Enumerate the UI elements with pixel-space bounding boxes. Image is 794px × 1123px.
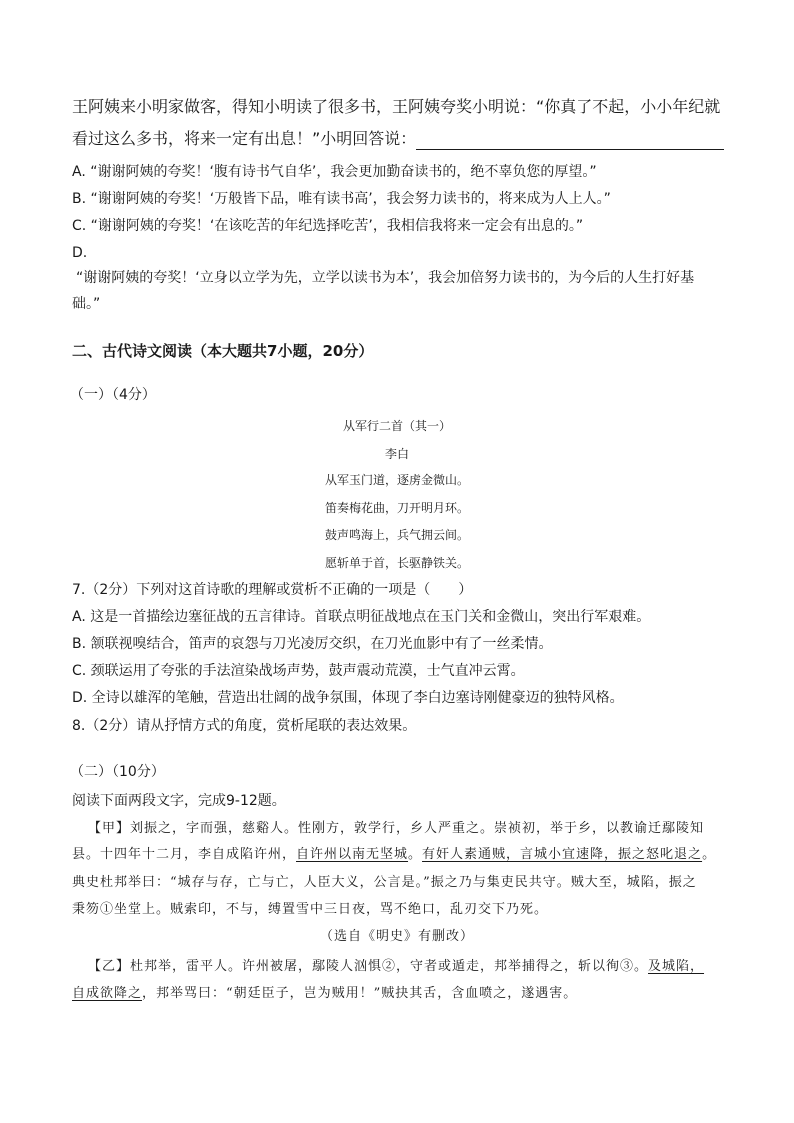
passage-source: （选自《明史》有删改） <box>319 929 474 944</box>
section-heading: 二、古代诗文阅读（本大题共7小题，20分） <box>72 342 374 360</box>
q6-option-d-line1: “谢谢阿姨的夸奖！‘立身以立学为先，立学以读书为本’，我会加倍努力读书的，为今后的人生打好基 <box>76 270 695 286</box>
q7-option-d: D. 全诗以雄浑的笔触，营造出壮阔的战争氛围，体现了李白边塞诗刚健豪迈的独特风格。 <box>72 690 624 706</box>
poem-line: 从军玉门道，逐虏金微山。 <box>324 473 469 487</box>
q7-stem: 7.（2分）下列对这首诗歌的理解或赏析不正确的一项是（ ） <box>72 582 473 598</box>
part2-intro: 阅读下面两段文字，完成9-12题。 <box>72 793 286 809</box>
poem-line: 笛奏梅花曲，刀开明月环。 <box>324 501 469 515</box>
poem-line: 愿斩单于首，长驱静铁关。 <box>324 556 469 570</box>
q6-stem-text: 看过这么多书，将来一定有出息！”小明回答说： <box>72 129 417 148</box>
poem-title: 从军行二首（其一） <box>342 419 451 433</box>
q6-option-d-label: D. <box>72 245 88 261</box>
part2-label: （二）（10分） <box>70 764 165 780</box>
q6-option-a: A. “谢谢阿姨的夸奖！‘腹有诗书气自华’，我会更加勤奋读书的，绝不辜负您的厚望。” <box>72 164 597 180</box>
passage-jia-line2 <box>72 845 716 865</box>
q8-stem: 8.（2分）请从抒情方式的角度，赏析尾联的表达效果。 <box>72 718 417 734</box>
poem-author: 李白 <box>384 447 409 461</box>
q6-option-d-line2: 础。” <box>72 296 101 312</box>
q6-stem-line2 <box>72 128 724 150</box>
q6-option-c: C. “谢谢阿姨的夸奖！‘在该吃苦的年纪选择吃苦’，我相信我将来一定会有出息的。” <box>72 218 584 234</box>
passage-jia-text: 。 <box>702 847 717 862</box>
passage-yi-line1 <box>88 957 704 977</box>
passage-jia-line1: 【甲】刘振之，字而强，慈谿人。性刚方，敦学行，乡人严重之。崇祯初，举于乡，以教谕迁鄢陵知 <box>88 821 705 836</box>
passage-jia-line4: 秉笏①坐堂上。贼索印，不与，缚置雪中三日夜，骂不绝口，乱刃交下乃死。 <box>72 902 549 917</box>
q6-stem-line1: 王阿姨来小明家做客，得知小明读了很多书，王阿姨夸奖小明说：“你真了不起，小小年纪就 <box>72 97 721 116</box>
passage-yi-text: ，邦举骂曰：“朝廷臣子，岂为贼用！”贼抉其舌，含血喷之，遂遇害。 <box>142 986 578 1001</box>
part1-label: （一）（4分） <box>70 387 156 403</box>
q6-answer-blank[interactable] <box>416 131 724 150</box>
q6-option-b: B. “谢谢阿姨的夸奖！‘万般皆下品，唯有读书高’，我会努力读书的，将来成为人上人。” <box>72 191 611 207</box>
underlined-sentence: 及城陷， <box>648 959 705 974</box>
underlined-sentence: 自成欲降之 <box>72 986 143 1001</box>
q7-option-c: C. 颈联运用了夸张的手法渲染战场声势，鼓声震动荒漠，士气直冲云霄。 <box>72 663 525 679</box>
underlined-sentence: 自许州以南无坚城 <box>296 847 409 862</box>
passage-yi-text: 【乙】杜邦举，雷平人。许州被屠，鄢陵人汹惧②，守者或遁走，邦举捕得之，斩以徇③。 <box>88 959 649 974</box>
passage-jia-line3: 典史杜邦举曰：“城存与存，亡与亡，人臣大义，公言是。”振之乃与集吏民共守。贼大至，城陷，振之 <box>72 875 697 890</box>
passage-yi-line2 <box>72 984 577 1004</box>
underlined-sentence: 有奸人素通贼，言城小宜速降，振之怒叱退之 <box>422 847 703 862</box>
poem-line: 鼓声鸣海上，兵气拥云间。 <box>324 528 469 542</box>
q7-option-a: A. 这是一首描绘边塞征战的五言律诗。首联点明征战地点在玉门关和金微山，突出行军艰难。 <box>72 609 651 625</box>
passage-jia-text: 县。十四年十二月，李自成陷许州， <box>72 847 297 862</box>
passage-jia-text: 。 <box>408 847 423 862</box>
q7-option-b: B. 颔联视嗅结合，笛声的哀怨与刀光凌厉交织，在刀光血影中有了一丝柔情。 <box>72 636 553 652</box>
